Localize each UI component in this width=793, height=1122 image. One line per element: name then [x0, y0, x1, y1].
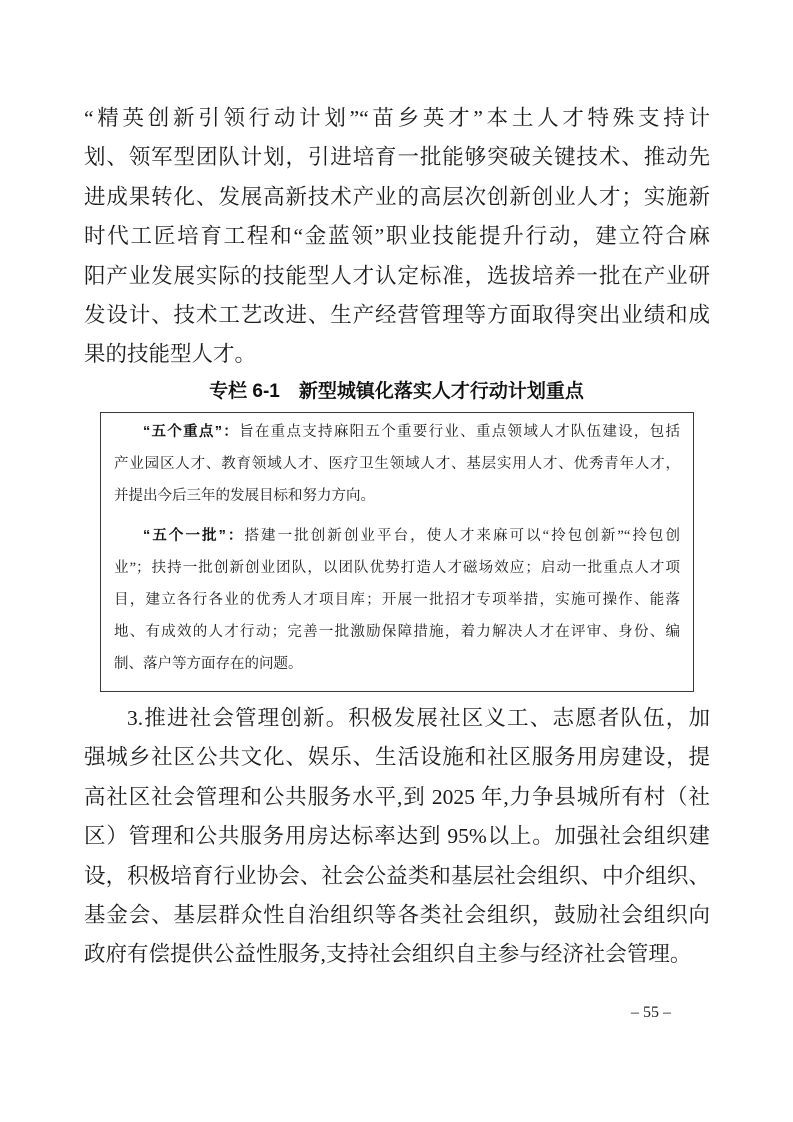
text-line: 划、领军型团队计划，引进培育一批能够突破关键技术、推动先 — [84, 145, 710, 170]
body-paragraph-2 — [84, 699, 710, 975]
box-section-label: “五个重点”： — [143, 424, 240, 440]
text-line: 地、有成效的人才行动；完善一批激励保障措施，着力解决人才在评审、身份、编 — [114, 624, 680, 640]
box-section-five-batches — [114, 520, 680, 680]
text-line: 3.推进社会管理创新。积极发展社区义工、志愿者队伍，加 — [127, 706, 710, 730]
text-line: 政府有偿提供公益性服务,支持社会组织自主参与经济社会管理。 — [84, 942, 692, 967]
text-line: 目，建立各行各业的优秀人才项目库；开展一批招才专项举措，实施可操作、能落 — [114, 592, 680, 608]
section-gap — [114, 512, 680, 520]
text-line: 时代工匠培育工程和“金蓝领”职业技能提升行动，建立符合麻 — [84, 224, 710, 249]
text-line: 高社区社会管理和公共服务水平,到 2025 年,力争县城所有村（社 — [84, 784, 710, 809]
text-line: “精英创新引领行动计划”“苗乡英才”本土人才特殊支持计 — [84, 106, 710, 130]
text-line: 阳产业发展实际的技能型人才认定标准，选拔培养一批在产业研 — [84, 263, 710, 288]
text-line: 区）管理和公共服务用房达标率达到 95%以上。加强社会组织建 — [84, 824, 710, 849]
text-line: 制、落户等方面存在的问题。 — [114, 656, 303, 672]
body-paragraph-1 — [84, 99, 710, 375]
box-section-text: 旨在重点支持麻阳五个重要行业、重点领域人才队伍建设，包括 — [239, 424, 680, 440]
page-number: – 55 – — [631, 1004, 671, 1021]
box-section-label: “五个一批”： — [143, 528, 245, 544]
text-line: 并提出今后三年的发展目标和努力方向。 — [114, 488, 375, 504]
box-section-five-priorities — [114, 416, 680, 512]
feature-box-title: 专栏 6-1 新型城镇化落实人才行动计划重点 — [209, 381, 584, 402]
text-line — [114, 520, 680, 552]
text-line: 果的技能型人才。 — [84, 342, 257, 367]
text-line: 业”；扶持一批创新创业团队，以团队优势打造人才磁场效应；启动一批重点人才项 — [114, 560, 680, 576]
text-line — [114, 416, 680, 448]
feature-box — [100, 412, 694, 692]
text-line: 基金会、基层群众性自治组织等各类社会组织，鼓励社会组织向 — [84, 902, 710, 927]
text-line: 发设计、技术工艺改进、生产经营管理等方面取得突出业绩和成 — [84, 302, 710, 327]
text-line: 强城乡社区公共文化、娱乐、生活设施和社区服务用房建设，提 — [84, 745, 710, 770]
text-line: 进成果转化、发展高新技术产业的高层次创新创业人才；实施新 — [84, 184, 710, 209]
text-line: 产业园区人才、教育领域人才、医疗卫生领域人才、基层实用人才、优秀青年人才， — [114, 456, 680, 472]
text-line: 设，积极培育行业协会、社会公益类和基层社会组织、中介组织、 — [84, 863, 710, 888]
box-section-text: 搭建一批创新创业平台，使人才来麻可以“拎包创新”“拎包创 — [244, 528, 680, 544]
